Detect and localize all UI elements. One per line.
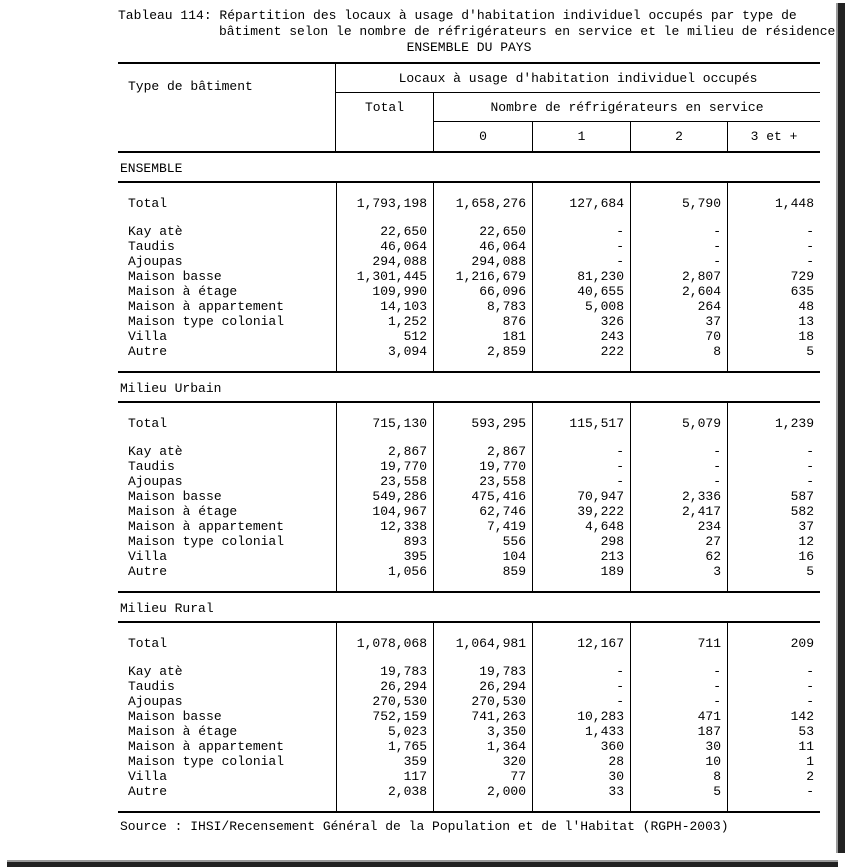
- cell-value: 13: [727, 314, 820, 329]
- cell-value: 115,517: [532, 416, 630, 431]
- col-header-total: Total: [364, 100, 404, 115]
- spacer-cell: [336, 651, 433, 664]
- cell-value: -: [630, 254, 727, 269]
- cell-value: 1,216,679: [433, 269, 532, 284]
- cell-value: 5: [727, 344, 820, 359]
- cell-value: 1,433: [532, 724, 630, 739]
- table-sections: [118, 161, 820, 813]
- spacer-cell: [727, 211, 820, 224]
- cell-value: -: [727, 224, 820, 239]
- col-header-1: 1: [532, 122, 630, 151]
- cell-value: 4,648: [532, 519, 630, 534]
- section-milieu-rural: [118, 601, 820, 813]
- row-label: Villa: [128, 549, 168, 564]
- spacer-cell: [727, 403, 820, 416]
- cell-value: -: [727, 784, 820, 799]
- page-content: [118, 8, 836, 835]
- cell-value: 62,746: [433, 504, 532, 519]
- cell-value: 40,655: [532, 284, 630, 299]
- spacer-cell: [433, 403, 532, 416]
- cell-value: -: [532, 694, 630, 709]
- section-label: Milieu Urbain: [120, 381, 222, 396]
- cell-value: 320: [433, 754, 532, 769]
- cell-value: 2,417: [630, 504, 727, 519]
- section-body: [118, 183, 820, 371]
- cell-value: 1,239: [727, 416, 820, 431]
- spacer-cell: [118, 799, 336, 811]
- cell-value: 741,263: [433, 709, 532, 724]
- cell-value: 5: [630, 784, 727, 799]
- row-label: Maison basse: [128, 269, 222, 284]
- cell-value: 8: [630, 344, 727, 359]
- cell-value: 752,159: [336, 709, 433, 724]
- cell-value: -: [727, 664, 820, 679]
- row-label: Maison à appartement: [128, 739, 285, 754]
- spacer-cell: [630, 579, 727, 591]
- spacer-cell: [532, 403, 630, 416]
- spacer-cell: [532, 431, 630, 444]
- section-bottom-double-line: [118, 811, 820, 813]
- cell-value: 471: [630, 709, 727, 724]
- row-label: Maison type colonial: [128, 754, 285, 769]
- spacer-cell: [433, 359, 532, 371]
- spacer-cell: [630, 799, 727, 811]
- cell-value: 1,448: [727, 196, 820, 211]
- title-line-3: ENSEMBLE DU PAYS: [406, 40, 532, 55]
- cell-value: 5,790: [630, 196, 727, 211]
- cell-value: 1,064,981: [433, 636, 532, 651]
- spacer-cell: [532, 799, 630, 811]
- cell-value: 2: [727, 769, 820, 784]
- cell-value: -: [727, 444, 820, 459]
- spacer-cell: [433, 799, 532, 811]
- cell-value: 556: [433, 534, 532, 549]
- cell-value: 475,416: [433, 489, 532, 504]
- cell-value: 270,530: [433, 694, 532, 709]
- cell-value: 39,222: [532, 504, 630, 519]
- cell-value: 11: [727, 739, 820, 754]
- spacer-cell: [532, 651, 630, 664]
- col-header-3-et-plus: 3 et +: [727, 122, 820, 151]
- cell-value: 16: [727, 549, 820, 564]
- cell-value: 1: [727, 754, 820, 769]
- spacer-cell: [630, 431, 727, 444]
- source-note: Source : IHSI/Recensement Général de la Population et de l'Habitat (RGPH-2003): [120, 819, 729, 834]
- col-header-0: 0: [433, 122, 532, 151]
- title-line-1: Tableau 114: Répartition des locaux à usage d'habitation individuel occupés par type de: [118, 8, 797, 23]
- cell-value: 270,530: [336, 694, 433, 709]
- section-label: Milieu Rural: [120, 601, 214, 616]
- spacer-cell: [727, 431, 820, 444]
- cell-value: 711: [630, 636, 727, 651]
- spacer-cell: [336, 403, 433, 416]
- scan-edge-bottom: [7, 860, 838, 867]
- cell-value: 298: [532, 534, 630, 549]
- cell-value: -: [630, 694, 727, 709]
- row-label: Maison à appartement: [128, 299, 285, 314]
- row-label: Maison type colonial: [128, 534, 285, 549]
- cell-value: 30: [630, 739, 727, 754]
- cell-value: 876: [433, 314, 532, 329]
- cell-value: 12,338: [336, 519, 433, 534]
- cell-value: 19,770: [336, 459, 433, 474]
- cell-value: 512: [336, 329, 433, 344]
- cell-value: 23,558: [433, 474, 532, 489]
- cell-value: 22,650: [433, 224, 532, 239]
- spacer-cell: [433, 183, 532, 196]
- col-header-2: 2: [630, 122, 727, 151]
- cell-value: 2,604: [630, 284, 727, 299]
- cell-value: 3: [630, 564, 727, 579]
- cell-value: 12: [727, 534, 820, 549]
- col-header-type-de-batiment: Type de bâtiment: [118, 64, 336, 151]
- spacer-cell: [532, 623, 630, 636]
- cell-value: 104,967: [336, 504, 433, 519]
- row-label: Maison à étage: [128, 724, 238, 739]
- cell-value: 30: [532, 769, 630, 784]
- cell-value: 104: [433, 549, 532, 564]
- cell-value: 1,056: [336, 564, 433, 579]
- section-ensemble: [118, 161, 820, 373]
- cell-value: 635: [727, 284, 820, 299]
- cell-value: 2,336: [630, 489, 727, 504]
- spacer-cell: [532, 579, 630, 591]
- cell-value: 8: [630, 769, 727, 784]
- spacer-cell: [433, 651, 532, 664]
- cell-value: 5,079: [630, 416, 727, 431]
- spacer-cell: [336, 359, 433, 371]
- cell-value: -: [630, 679, 727, 694]
- spacer-cell: [433, 431, 532, 444]
- cell-value: -: [532, 474, 630, 489]
- cell-value: 127,684: [532, 196, 630, 211]
- spacer-cell: [118, 211, 336, 224]
- cell-value: 243: [532, 329, 630, 344]
- title-line-2: bâtiment selon le nombre de réfrigérateurs en service et le milieu de résidence: [219, 24, 836, 39]
- cell-value: 142: [727, 709, 820, 724]
- row-label: Autre: [128, 564, 168, 579]
- cell-value: 46,064: [336, 239, 433, 254]
- row-label: Kay atè: [128, 444, 183, 459]
- cell-value: -: [532, 444, 630, 459]
- cell-value: -: [727, 474, 820, 489]
- scan-edge-right: [836, 3, 845, 853]
- row-label: Taudis: [128, 679, 175, 694]
- cell-value: 5,008: [532, 299, 630, 314]
- section-bottom-double-line: [118, 591, 820, 593]
- cell-value: -: [532, 239, 630, 254]
- col-header-nombre-refrigerateurs: Nombre de réfrigérateurs en service: [433, 93, 820, 122]
- cell-value: 46,064: [433, 239, 532, 254]
- row-label: Total: [128, 196, 168, 211]
- spacer-cell: [118, 359, 336, 371]
- cell-value: -: [532, 664, 630, 679]
- cell-value: 2,000: [433, 784, 532, 799]
- cell-value: -: [727, 239, 820, 254]
- spacer-cell: [630, 211, 727, 224]
- cell-value: 729: [727, 269, 820, 284]
- cell-value: 234: [630, 519, 727, 534]
- cell-value: 582: [727, 504, 820, 519]
- spacer-cell: [727, 799, 820, 811]
- cell-value: 326: [532, 314, 630, 329]
- cell-value: -: [727, 459, 820, 474]
- cell-value: 109,990: [336, 284, 433, 299]
- cell-value: 360: [532, 739, 630, 754]
- cell-value: -: [630, 239, 727, 254]
- cell-value: -: [532, 679, 630, 694]
- spacer-cell: [118, 579, 336, 591]
- row-label: Villa: [128, 329, 168, 344]
- cell-value: 5,023: [336, 724, 433, 739]
- section-body: [118, 403, 820, 591]
- section-milieu-urbain: [118, 381, 820, 593]
- row-label: Ajoupas: [128, 254, 183, 269]
- row-label: Autre: [128, 784, 168, 799]
- cell-value: -: [727, 679, 820, 694]
- cell-value: 19,783: [336, 664, 433, 679]
- row-label: Kay atè: [128, 224, 183, 239]
- spacer-cell: [630, 403, 727, 416]
- cell-value: 117: [336, 769, 433, 784]
- spacer-cell: [630, 183, 727, 196]
- cell-value: 22,650: [336, 224, 433, 239]
- spacer-cell: [118, 403, 336, 416]
- cell-value: 3,350: [433, 724, 532, 739]
- row-label: Maison à étage: [128, 284, 238, 299]
- cell-value: 1,658,276: [433, 196, 532, 211]
- cell-value: 37: [727, 519, 820, 534]
- cell-value: 7,419: [433, 519, 532, 534]
- cell-value: -: [532, 224, 630, 239]
- cell-value: 264: [630, 299, 727, 314]
- cell-value: 33: [532, 784, 630, 799]
- spacer-cell: [630, 359, 727, 371]
- cell-value: 2,807: [630, 269, 727, 284]
- cell-value: -: [727, 694, 820, 709]
- cell-value: 37: [630, 314, 727, 329]
- cell-value: -: [532, 459, 630, 474]
- cell-value: 294,088: [433, 254, 532, 269]
- table-header: [118, 64, 820, 151]
- spacer-cell: [433, 623, 532, 636]
- cell-value: 1,301,445: [336, 269, 433, 284]
- cell-value: 294,088: [336, 254, 433, 269]
- cell-value: 549,286: [336, 489, 433, 504]
- cell-value: 8,783: [433, 299, 532, 314]
- spacer-cell: [532, 211, 630, 224]
- cell-value: 2,867: [433, 444, 532, 459]
- row-label: Villa: [128, 769, 168, 784]
- spacer-cell: [118, 431, 336, 444]
- spacer-cell: [336, 579, 433, 591]
- cell-value: 2,867: [336, 444, 433, 459]
- cell-value: 10: [630, 754, 727, 769]
- cell-value: 5: [727, 564, 820, 579]
- cell-value: 3,094: [336, 344, 433, 359]
- cell-value: 70,947: [532, 489, 630, 504]
- cell-value: -: [727, 254, 820, 269]
- cell-value: 1,364: [433, 739, 532, 754]
- cell-value: 593,295: [433, 416, 532, 431]
- cell-value: -: [532, 254, 630, 269]
- cell-value: 1,793,198: [336, 196, 433, 211]
- row-label: Total: [128, 636, 168, 651]
- cell-value: 23,558: [336, 474, 433, 489]
- cell-value: 66,096: [433, 284, 532, 299]
- cell-value: 77: [433, 769, 532, 784]
- spacer-cell: [336, 799, 433, 811]
- spacer-cell: [727, 623, 820, 636]
- cell-value: 2,859: [433, 344, 532, 359]
- cell-value: 189: [532, 564, 630, 579]
- cell-value: 587: [727, 489, 820, 504]
- cell-value: 1,078,068: [336, 636, 433, 651]
- spacer-cell: [727, 651, 820, 664]
- spacer-cell: [118, 623, 336, 636]
- cell-value: -: [630, 474, 727, 489]
- spacer-cell: [727, 183, 820, 196]
- cell-value: 859: [433, 564, 532, 579]
- cell-value: 10,283: [532, 709, 630, 724]
- row-label: Autre: [128, 344, 168, 359]
- row-label: Maison à étage: [128, 504, 238, 519]
- cell-value: 715,130: [336, 416, 433, 431]
- cell-value: 81,230: [532, 269, 630, 284]
- row-label: Taudis: [128, 239, 175, 254]
- spacer-cell: [727, 359, 820, 371]
- spacer-cell: [336, 183, 433, 196]
- cell-value: 48: [727, 299, 820, 314]
- cell-value: 18: [727, 329, 820, 344]
- cell-value: 395: [336, 549, 433, 564]
- spacer-cell: [532, 183, 630, 196]
- row-label: Ajoupas: [128, 474, 183, 489]
- cell-value: 70: [630, 329, 727, 344]
- row-label: Maison basse: [128, 709, 222, 724]
- cell-value: 19,770: [433, 459, 532, 474]
- cell-value: 62: [630, 549, 727, 564]
- cell-value: 12,167: [532, 636, 630, 651]
- cell-value: 27: [630, 534, 727, 549]
- row-label: Ajoupas: [128, 694, 183, 709]
- cell-value: 893: [336, 534, 433, 549]
- row-label: Maison type colonial: [128, 314, 285, 329]
- cell-value: -: [630, 224, 727, 239]
- spacer-cell: [118, 651, 336, 664]
- spacer-cell: [727, 579, 820, 591]
- spacer-cell: [336, 211, 433, 224]
- spacer-cell: [433, 211, 532, 224]
- cell-value: 359: [336, 754, 433, 769]
- header-bottom-double-line: [118, 151, 820, 153]
- cell-value: 1,252: [336, 314, 433, 329]
- spacer-cell: [532, 359, 630, 371]
- cell-value: 213: [532, 549, 630, 564]
- cell-value: 26,294: [336, 679, 433, 694]
- spacer-cell: [118, 183, 336, 196]
- row-label: Total: [128, 416, 168, 431]
- cell-value: -: [630, 459, 727, 474]
- cell-value: -: [630, 444, 727, 459]
- cell-value: 26,294: [433, 679, 532, 694]
- cell-value: 19,783: [433, 664, 532, 679]
- row-label: Maison basse: [128, 489, 222, 504]
- cell-value: -: [630, 664, 727, 679]
- spacer-cell: [630, 623, 727, 636]
- section-body: [118, 623, 820, 811]
- spacer-cell: [336, 623, 433, 636]
- row-label: Kay atè: [128, 664, 183, 679]
- cell-value: 14,103: [336, 299, 433, 314]
- col-header-locaux-occupes: Locaux à usage d'habitation individuel occupés: [336, 64, 820, 93]
- row-label: Taudis: [128, 459, 175, 474]
- table-title: [118, 8, 836, 56]
- spacer-cell: [630, 651, 727, 664]
- spacer-cell: [336, 431, 433, 444]
- cell-value: 53: [727, 724, 820, 739]
- spacer-cell: [433, 579, 532, 591]
- section-bottom-double-line: [118, 371, 820, 373]
- row-label: Maison à appartement: [128, 519, 285, 534]
- cell-value: 209: [727, 636, 820, 651]
- cell-value: 181: [433, 329, 532, 344]
- section-label: ENSEMBLE: [120, 161, 183, 176]
- cell-value: 1,765: [336, 739, 433, 754]
- cell-value: 2,038: [336, 784, 433, 799]
- cell-value: 187: [630, 724, 727, 739]
- cell-value: 28: [532, 754, 630, 769]
- cell-value: 222: [532, 344, 630, 359]
